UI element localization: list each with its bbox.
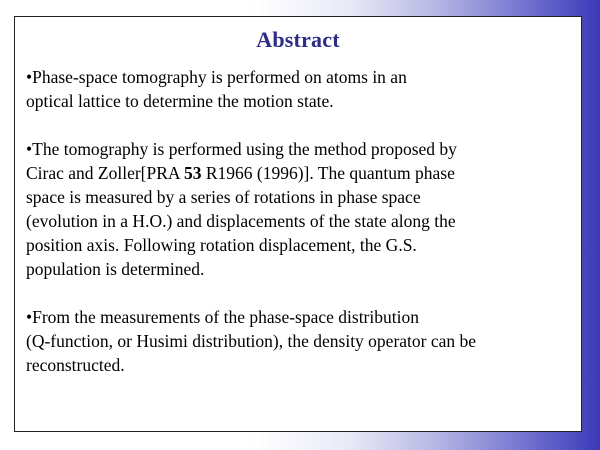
text-line-with-citation <box>26 161 574 185</box>
citation-volume: 53 <box>183 163 202 183</box>
text-line: (evolution in a H.O.) and displacements of the state along the <box>26 211 456 231</box>
text-line: space is measured by a series of rotations in phase space <box>26 187 421 207</box>
slide-title: Abstract <box>256 27 340 52</box>
slide-content-box <box>14 16 582 432</box>
citation-prefix: Cirac and Zoller[PRA <box>26 163 184 183</box>
bullet-paragraph-1 <box>26 65 574 113</box>
bullet-paragraph-2 <box>26 137 574 281</box>
text-line: •The tomography is performed using the method proposed by <box>26 139 457 159</box>
bullet-paragraph-3 <box>26 305 574 377</box>
text-line: optical lattice to determine the motion state. <box>26 91 334 111</box>
text-line: (Q-function, or Husimi distribution), the density operator can be <box>26 331 477 351</box>
text-line: •Phase-space tomography is performed on atoms in an <box>26 67 407 87</box>
abstract-body <box>26 65 574 401</box>
text-line: position axis. Following rotation displacement, the G.S. <box>26 235 417 255</box>
text-line: population is determined. <box>26 259 205 279</box>
citation-suffix: R1966 (1996)]. The quantum phase <box>201 163 455 183</box>
text-line: reconstructed. <box>26 355 125 375</box>
text-line: •From the measurements of the phase-space distribution <box>26 307 419 327</box>
